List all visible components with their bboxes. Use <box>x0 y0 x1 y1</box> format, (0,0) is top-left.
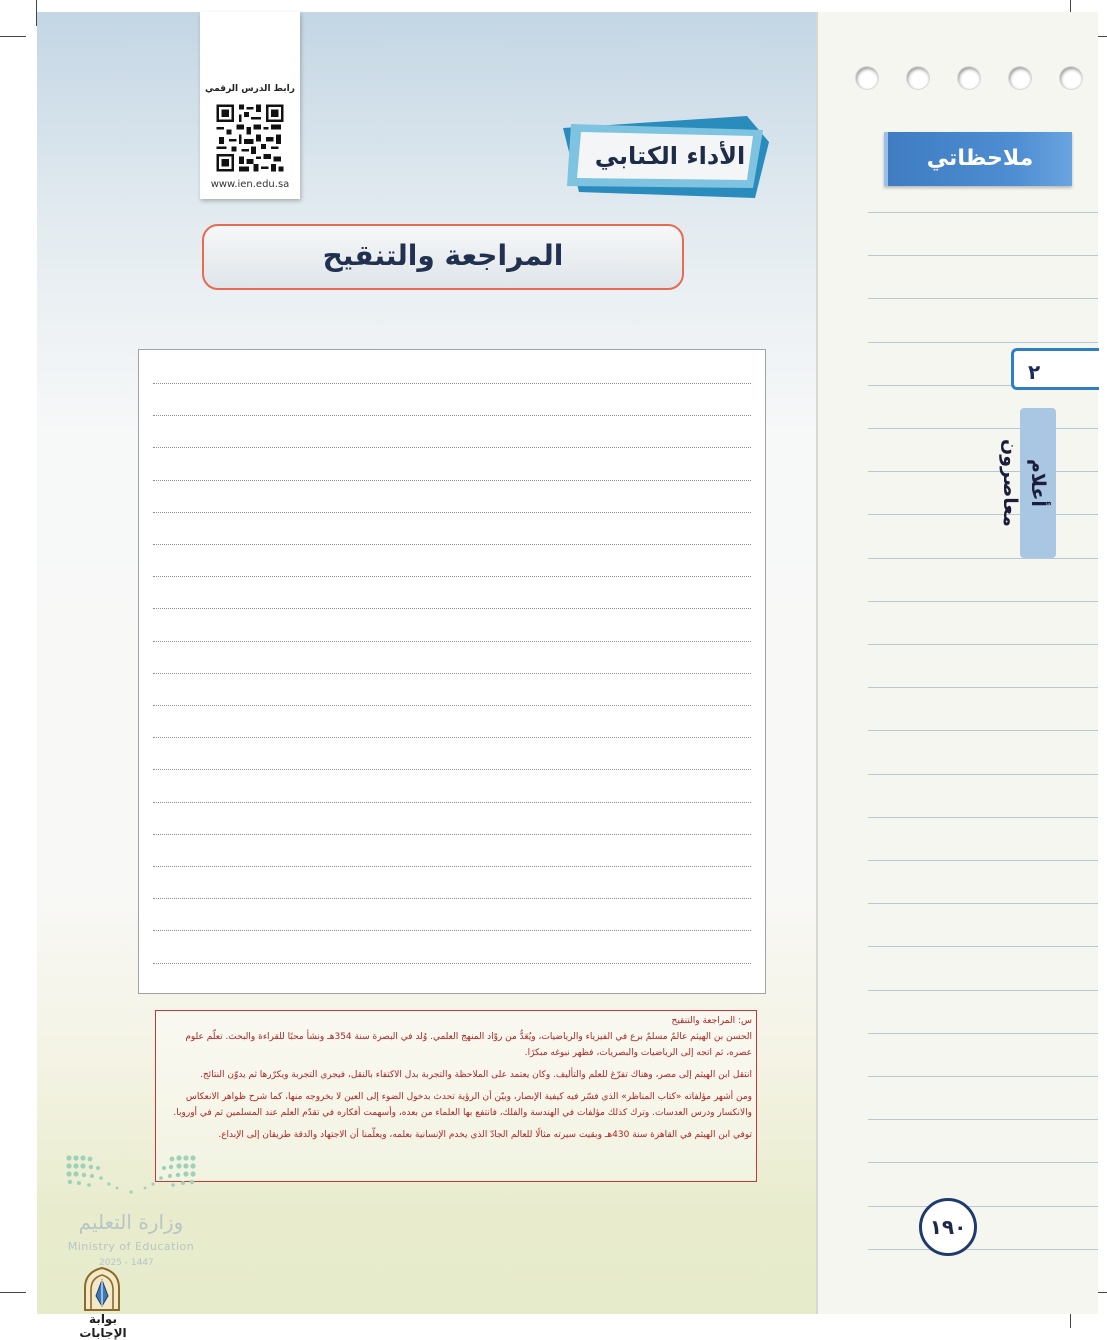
notes-line <box>868 644 1098 645</box>
writing-line[interactable] <box>153 415 751 416</box>
answer-paragraph: انتقل ابن الهيثم إلى مصر، وهناك تفرّغ للعلم والتأليف. وكان يعتمد على الملاحظة والتجربة بدل الاكتفاء بالنقل، فيجري التجربة ويكرّرها ثم يدوّن النتائج. <box>199 1070 752 1080</box>
notes-line <box>868 255 1098 256</box>
binder-ring-icon <box>1009 67 1031 89</box>
ministry-name-arabic: وزارة التعليم <box>78 1210 184 1234</box>
watermark-logo-icon <box>81 1266 123 1312</box>
notes-line <box>868 817 1098 818</box>
writing-line[interactable] <box>153 447 751 448</box>
qr-code-icon[interactable] <box>214 102 286 174</box>
binder-ring-icon <box>856 67 878 89</box>
notes-line <box>868 471 1098 472</box>
notes-line <box>868 730 1098 731</box>
writing-line[interactable] <box>153 512 751 513</box>
answer-paragraph: ومن أشهر مؤلفاته «كتاب المناظر» الذي فسّر فيه كيفية الإبصار، وبيّن أن الرؤية تحدث بدخول الضوء إلى العين لا بخروجه منها، كما شرح ظواهر الانعكاس والانكسار ودرس العدسات. وترك كذلك مؤلفات في الهندسة والفلك، فانتفع بها العلماء من بعده، وأسهمت أفكاره في تقدّم العلم عند المسلمين ثم في أوروبا. <box>173 1092 752 1118</box>
notes-page <box>816 12 1098 1314</box>
writing-line[interactable] <box>153 834 751 835</box>
qr-card[interactable] <box>200 12 300 199</box>
notes-line <box>868 1033 1098 1034</box>
crop-mark <box>0 36 26 37</box>
writing-line[interactable] <box>153 383 751 384</box>
unit-tab <box>999 408 1056 558</box>
notes-line <box>868 903 1098 904</box>
qr-url[interactable]: www.ien.edu.sa <box>210 179 290 190</box>
writing-line[interactable] <box>153 802 751 803</box>
answer-heading: س: المراجعة والتنقيح <box>671 1016 752 1026</box>
ministry-name-english: Ministry of Education <box>67 1240 195 1253</box>
section-badge <box>557 116 772 198</box>
writing-line[interactable] <box>153 673 751 674</box>
unit-number: ٢ <box>1011 348 1099 390</box>
notes-line <box>868 990 1098 991</box>
writing-area[interactable] <box>138 349 766 994</box>
answer-text-box <box>155 1010 757 1182</box>
notes-line <box>868 1119 1098 1120</box>
qr-label: رابط الدرس الرقمي <box>205 84 295 94</box>
writing-line[interactable] <box>153 576 751 577</box>
writing-line[interactable] <box>153 705 751 706</box>
writing-line[interactable] <box>153 608 751 609</box>
notes-line <box>868 601 1098 602</box>
writing-line[interactable] <box>153 898 751 899</box>
binder-ring-icon <box>958 67 980 89</box>
notes-line <box>868 1249 1098 1250</box>
writing-line[interactable] <box>153 480 751 481</box>
section-title: الأداء الكتابي <box>594 142 746 170</box>
binder-ring-icon <box>907 67 929 89</box>
page-number: ١٩٠ <box>919 1198 977 1256</box>
notes-line <box>868 860 1098 861</box>
notes-line <box>868 428 1098 429</box>
notes-line <box>868 558 1098 559</box>
notes-line <box>868 212 1098 213</box>
lesson-title: المراجعة والتنقيح <box>202 224 684 290</box>
notes-line <box>868 1162 1098 1163</box>
writing-line[interactable] <box>153 963 751 964</box>
notes-line <box>868 298 1098 299</box>
answer-paragraph: الحسن بن الهيثم عالمٌ مسلمٌ برع في الفيزياء والرياضيات، ويُعَدُّ من روّاد المنهج العلمي. وُلد في البصرة سنة 354هـ ونشأ محبًا للقراءة والبحث. تعلّم علوم عصره، ثم اتجه إلى الرياضيات والبصريات، فظهر نبوغه مبكرًا. <box>185 1032 752 1058</box>
ministry-logo-icon <box>61 1152 201 1196</box>
notes-line <box>868 1076 1098 1077</box>
notes-line <box>868 1206 1098 1207</box>
writing-line[interactable] <box>153 737 751 738</box>
main-page <box>37 12 816 1340</box>
unit-title: أعلام معاصرون <box>999 439 1049 527</box>
crop-mark <box>0 1292 26 1293</box>
notes-line <box>868 687 1098 688</box>
notes-heading: ملاحظاتي <box>884 132 1072 186</box>
writing-line[interactable] <box>153 641 751 642</box>
notes-line <box>868 946 1098 947</box>
writing-line[interactable] <box>153 544 751 545</box>
writing-line[interactable] <box>153 930 751 931</box>
notes-line <box>868 514 1098 515</box>
binder-ring-icon <box>1060 67 1082 89</box>
ministry-year: 2025 - 1447 <box>99 1258 154 1268</box>
watermark-text: بوابة الإجابات <box>79 1312 127 1340</box>
writing-line[interactable] <box>153 866 751 867</box>
answer-paragraph: توفي ابن الهيثم في القاهرة سنة 430هـ وبقيت سيرته مثالًا للعالم الجادّ الذي يخدم الإنسانية بعلمه، ويعلّمنا أن الاجتهاد والدقة طريقان إلى الإبداع. <box>218 1130 752 1140</box>
notes-line <box>868 774 1098 775</box>
notes-line <box>868 342 1098 343</box>
writing-line[interactable] <box>153 769 751 770</box>
